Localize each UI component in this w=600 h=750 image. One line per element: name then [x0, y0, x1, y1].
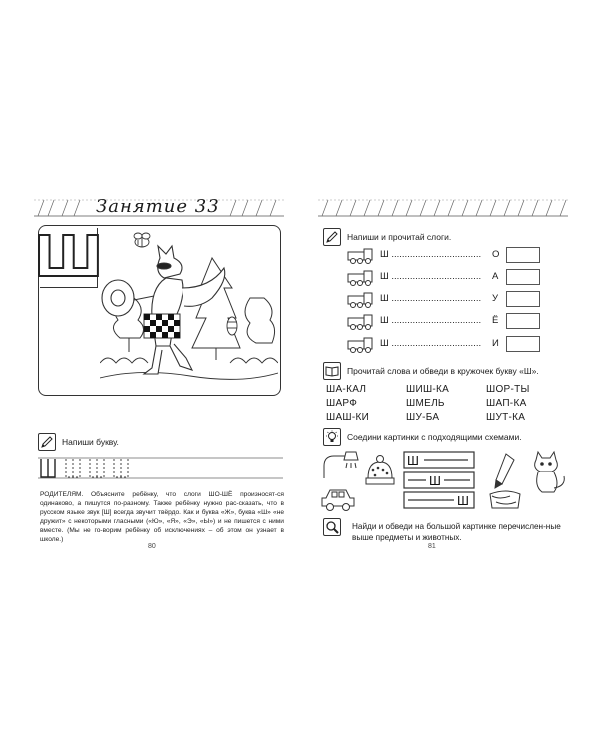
word-item[interactable]: ШМЕЛЬ	[406, 398, 445, 409]
syllable-answer-box[interactable]	[506, 269, 540, 285]
syllable-dots: ..................................	[391, 315, 482, 326]
wolf-illustration	[100, 228, 278, 393]
pencil-icon	[323, 228, 341, 246]
syllable-dots: ..................................	[391, 249, 482, 260]
train-icon	[346, 270, 376, 286]
syllable-answer-box[interactable]	[506, 291, 540, 307]
scheme-letter: Ш	[457, 493, 469, 508]
train-icon	[346, 337, 376, 353]
word-item[interactable]: ШУ-БА	[406, 412, 440, 423]
matching-exercise	[320, 450, 570, 512]
find-task-text: Найди и обведи на большой картинке перечислен-ные выше предметы и животных.	[352, 522, 561, 542]
magnifier-icon	[323, 518, 341, 536]
checkered-pattern	[144, 314, 180, 338]
train-icon	[346, 292, 376, 308]
syllable-consonant: Ш	[380, 271, 389, 282]
syllable-row	[346, 269, 540, 287]
syllable-row	[346, 247, 540, 265]
syllable-consonant: Ш	[380, 293, 389, 304]
syllable-vowel: А	[492, 271, 499, 282]
read-task-text: Прочитай слова и обведи в кружочек букву «Ш».	[347, 366, 539, 376]
syllable-consonant: Ш	[380, 315, 389, 326]
syllable-vowel: О	[492, 249, 500, 260]
syllable-row	[346, 336, 540, 354]
big-letter: Ш	[33, 224, 104, 290]
match-task-text: Соедини картинки с подходящими схемами.	[347, 432, 522, 442]
word-item[interactable]: ШИШ-КА	[406, 384, 450, 395]
syllable-vowel: У	[492, 293, 499, 304]
word-item[interactable]: ШОР-ТЫ	[486, 384, 530, 395]
syllable-answer-box[interactable]	[506, 313, 540, 329]
book-icon	[323, 362, 341, 380]
big-letter-box	[33, 224, 104, 290]
syllable-dots: ..................................	[391, 271, 482, 282]
word-grid	[326, 384, 566, 423]
write-task-text: Напиши букву.	[62, 437, 119, 447]
lesson-title: Занятие 33	[96, 196, 220, 217]
syllable-row	[346, 291, 540, 309]
scheme-letter: Ш	[429, 473, 441, 488]
page-number-right: 81	[428, 543, 436, 550]
train-icon	[346, 314, 376, 330]
word-item[interactable]: ШУТ-КА	[486, 412, 526, 423]
syllable-vowel: Ё	[492, 315, 499, 326]
syllable-answer-box[interactable]	[506, 336, 540, 352]
parents-note: РОДИТЕЛЯМ. Объясните ребёнку, что слоги ШО-ШЁ произносят-ся одинаково, а пишутся по-разному. Также ребёнку нужно рас-сказать, что в русском языке звук [Ш] всегда звучит твёрдо. Как и буква «Ж», буква «Ш» «не дружит» с некоторыми гласными («Ю», «Я», «Э», «Ы») и не пишется с ними вместе. (Мы не го-ворим ребёнку об исключениях – об этом он узнает в школе.)	[40, 491, 284, 544]
word-item[interactable]: ШАП-КА	[486, 398, 527, 409]
syllable-vowel: И	[492, 338, 499, 349]
word-item[interactable]: ШАШ-КИ	[326, 412, 370, 423]
syllable-consonant: Ш	[380, 338, 389, 349]
page-number-left: 80	[148, 543, 156, 550]
word-item[interactable]: ШАРФ	[326, 398, 358, 409]
letter-writing-strip	[38, 455, 283, 481]
syllable-consonant: Ш	[380, 249, 389, 260]
word-item[interactable]: ША-КАЛ	[326, 384, 367, 395]
handwriting-guide-right	[318, 196, 568, 218]
lightbulb-icon	[323, 428, 341, 446]
syllable-answer-box[interactable]	[506, 247, 540, 263]
syllable-dots: ..................................	[391, 338, 482, 349]
syllable-dots: ..................................	[391, 293, 482, 304]
syllable-task-text: Напиши и прочитай слоги.	[347, 232, 452, 242]
scheme-letter: Ш	[407, 453, 419, 468]
syllable-row	[346, 313, 540, 331]
pencil-icon	[38, 433, 56, 451]
train-icon	[346, 248, 376, 264]
